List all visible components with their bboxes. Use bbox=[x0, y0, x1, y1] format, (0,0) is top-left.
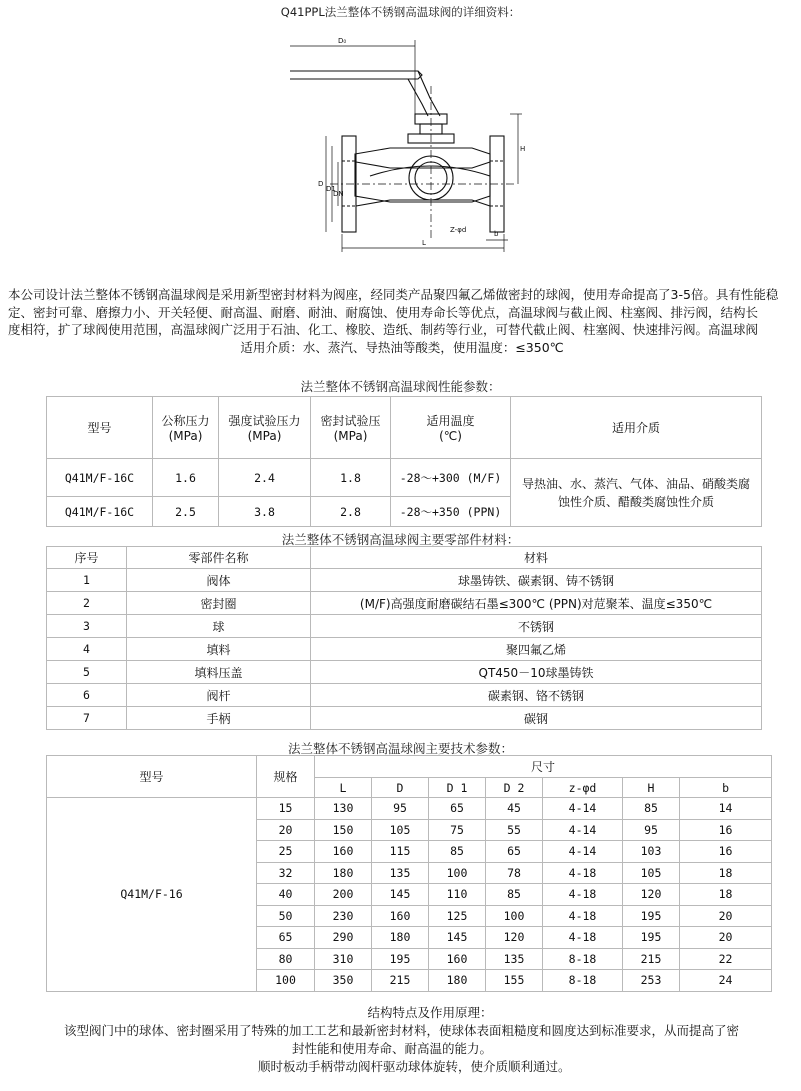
cell-dimension: 145 bbox=[429, 927, 486, 949]
cell-dimension: 135 bbox=[372, 862, 429, 884]
tech-params-table bbox=[46, 755, 772, 992]
cell-no: 1 bbox=[47, 569, 127, 592]
page-title: Q41PPL法兰整体不锈钢高温球阀的详细资料： bbox=[280, 5, 521, 19]
cell-dimension: 195 bbox=[623, 905, 680, 927]
cell-temp: -28～+300 (M/F) bbox=[391, 459, 511, 497]
cell-material: (M/F)高强度耐磨碳结石墨≤300℃ (PPN)对苊聚苯、温度≤350℃ bbox=[311, 592, 762, 615]
cell-dimension: 230 bbox=[315, 905, 372, 927]
performance-caption: 法兰整体不锈钢高温球阀性能参数： bbox=[300, 379, 501, 394]
cell-dimension: 55 bbox=[486, 819, 543, 841]
ball-valve-drawing bbox=[290, 26, 530, 266]
table-header-row bbox=[47, 756, 772, 778]
cell-dimension: 350 bbox=[315, 970, 372, 992]
cell-dimension: 4-14 bbox=[543, 841, 623, 863]
cell-dimension: 160 bbox=[372, 905, 429, 927]
dim-label-d1: D1 bbox=[326, 185, 336, 193]
cell-dimension: 4-18 bbox=[543, 927, 623, 949]
table-row bbox=[47, 707, 762, 730]
cell-dimension: 8-18 bbox=[543, 970, 623, 992]
table-row bbox=[47, 569, 762, 592]
cell-size: 65 bbox=[257, 927, 315, 949]
cell-dimension: 145 bbox=[372, 884, 429, 906]
cell-dimension: 215 bbox=[372, 970, 429, 992]
cell-no: 5 bbox=[47, 661, 127, 684]
table-row bbox=[47, 615, 762, 638]
performance-table bbox=[46, 396, 762, 527]
table-row bbox=[47, 459, 762, 497]
header-medium: 适用介质 bbox=[511, 397, 762, 459]
header-model: 型号 bbox=[47, 397, 153, 459]
cell-size: 80 bbox=[257, 948, 315, 970]
cell-dimension: 103 bbox=[623, 841, 680, 863]
table-row bbox=[47, 684, 762, 707]
table-header-row bbox=[47, 397, 762, 459]
cell-dimension: 180 bbox=[429, 970, 486, 992]
cell-dimension: 105 bbox=[623, 862, 680, 884]
cell-dimension: 4-18 bbox=[543, 862, 623, 884]
parts-table bbox=[46, 546, 762, 730]
cell-dimension: 22 bbox=[680, 948, 772, 970]
cell-material: 不锈钢 bbox=[311, 615, 762, 638]
dim-label-dn: DN bbox=[333, 190, 344, 198]
cell-no: 6 bbox=[47, 684, 127, 707]
parts-caption: 法兰整体不锈钢高温球阀主要零部件材料： bbox=[281, 532, 520, 547]
cell-dimension: 4-14 bbox=[543, 798, 623, 820]
structure-line: 该型阀门中的球体、密封圈采用了特殊的加工工艺和最新密封材料，使球体表面粗糙度和圆度达到标准要求，从而提高了密 bbox=[64, 1023, 740, 1038]
intro-line: 度相符，扩了球阀使用范围，高温球阀广泛用于石油、化工、橡胶、造纸、制药等行业，可替代截止阀、柱塞阀、快速排污阀。高温球阀 bbox=[8, 322, 759, 337]
cell-model: Q41M/F-16C bbox=[47, 459, 153, 497]
cell-dimension: 105 bbox=[372, 819, 429, 841]
header-model: 型号 bbox=[47, 756, 257, 798]
cell-dimension: 20 bbox=[680, 905, 772, 927]
header-strength: 强度试验压力 (MPa) bbox=[219, 397, 311, 459]
intro-line: 适用介质：水、蒸汽、导热油等酸类，使用温度：≤350℃ bbox=[240, 339, 564, 355]
table-row bbox=[47, 798, 772, 820]
cell-dimension: 18 bbox=[680, 884, 772, 906]
cell-dimension: 125 bbox=[429, 905, 486, 927]
cell-name: 手柄 bbox=[127, 707, 311, 730]
cell-material: QT450－10球墨铸铁 bbox=[311, 661, 762, 684]
dim-label-b: b bbox=[494, 230, 499, 238]
cell-dimension: 100 bbox=[486, 905, 543, 927]
header-seal: 密封试验压 (MPa) bbox=[311, 397, 391, 459]
cell-strength: 3.8 bbox=[219, 497, 311, 527]
cell-dimension: 110 bbox=[429, 884, 486, 906]
cell-no: 3 bbox=[47, 615, 127, 638]
cell-dimension: 180 bbox=[315, 862, 372, 884]
cell-seal: 1.8 bbox=[311, 459, 391, 497]
cell-strength: 2.4 bbox=[219, 459, 311, 497]
cell-size: 20 bbox=[257, 819, 315, 841]
cell-pressure: 2.5 bbox=[153, 497, 219, 527]
cell-dimension: 100 bbox=[429, 862, 486, 884]
cell-material: 碳素钢、铬不锈钢 bbox=[311, 684, 762, 707]
intro-paragraph bbox=[8, 286, 796, 356]
tech-caption: 法兰整体不锈钢高温球阀主要技术参数： bbox=[287, 741, 513, 756]
cell-material: 聚四氟乙烯 bbox=[311, 638, 762, 661]
cell-dimension: 135 bbox=[486, 948, 543, 970]
header-temp: 适用温度 (℃) bbox=[391, 397, 511, 459]
cell-dimension: 75 bbox=[429, 819, 486, 841]
cell-dimension: 24 bbox=[680, 970, 772, 992]
table-row bbox=[47, 638, 762, 661]
cell-dimension: 78 bbox=[486, 862, 543, 884]
structure-line: 顺时板动手柄带动阀杆驱动球体旋转，使介质顺利通过。 bbox=[258, 1059, 571, 1074]
cell-dimension: 195 bbox=[623, 927, 680, 949]
cell-dimension: 20 bbox=[680, 927, 772, 949]
cell-dimension: 215 bbox=[623, 948, 680, 970]
intro-line: 本公司设计法兰整体不锈钢高温球阀是采用新型密封材料为阀座，经同类产品聚四氟乙烯做密封的球阀，使用寿命提高了3-5倍。具有性能稳 bbox=[8, 287, 779, 302]
cell-model: Q41M/F-16C bbox=[47, 497, 153, 527]
intro-line: 定、密封可靠、磨擦力小、开关轻便、耐高温、耐磨、耐油、耐腐蚀、使用寿命长等优点，高温球阀与截止阀、柱塞阀、排污阀，结构长 bbox=[8, 304, 759, 320]
cell-dimension: 253 bbox=[623, 970, 680, 992]
cell-dimension: 160 bbox=[315, 841, 372, 863]
header-d: D bbox=[372, 778, 429, 798]
dim-label-d: D bbox=[318, 180, 324, 188]
header-name: 零部件名称 bbox=[127, 547, 311, 569]
cell-dimension: 65 bbox=[429, 798, 486, 820]
cell-dimension: 290 bbox=[315, 927, 372, 949]
cell-dimension: 310 bbox=[315, 948, 372, 970]
cell-dimension: 155 bbox=[486, 970, 543, 992]
dim-label-zd: Z-φd bbox=[450, 226, 467, 234]
cell-no: 7 bbox=[47, 707, 127, 730]
cell-no: 2 bbox=[47, 592, 127, 615]
cell-dimension: 150 bbox=[315, 819, 372, 841]
cell-dimension: 120 bbox=[623, 884, 680, 906]
cell-size: 50 bbox=[257, 905, 315, 927]
table-header-row bbox=[47, 547, 762, 569]
header-size: 规格 bbox=[257, 756, 315, 798]
cell-medium: 导热油、水、蒸汽、气体、油品、硝酸类腐 蚀性介质、醋酸类腐蚀性介质 bbox=[511, 459, 762, 527]
structure-section bbox=[60, 1004, 800, 1076]
cell-dimension: 180 bbox=[372, 927, 429, 949]
cell-name: 密封圈 bbox=[127, 592, 311, 615]
cell-material: 碳钢 bbox=[311, 707, 762, 730]
cell-name: 球 bbox=[127, 615, 311, 638]
cell-dimension: 16 bbox=[680, 841, 772, 863]
cell-dimension: 130 bbox=[315, 798, 372, 820]
cell-dimension: 4-18 bbox=[543, 905, 623, 927]
cell-dimension: 65 bbox=[486, 841, 543, 863]
table-row bbox=[47, 592, 762, 615]
cell-name: 填料 bbox=[127, 638, 311, 661]
header-l: L bbox=[315, 778, 372, 798]
cell-no: 4 bbox=[47, 638, 127, 661]
cell-dimension: 95 bbox=[372, 798, 429, 820]
dim-label-d0: D₀ bbox=[338, 37, 347, 45]
cell-dimension: 18 bbox=[680, 862, 772, 884]
cell-dimension: 95 bbox=[623, 819, 680, 841]
header-zd: z-φd bbox=[543, 778, 623, 798]
cell-dimension: 115 bbox=[372, 841, 429, 863]
cell-name: 阀体 bbox=[127, 569, 311, 592]
header-d1: D 1 bbox=[429, 778, 486, 798]
cell-dimension: 160 bbox=[429, 948, 486, 970]
header-h: H bbox=[623, 778, 680, 798]
header-dimensions: 尺寸 bbox=[315, 756, 772, 778]
header-pressure: 公称压力 (MPa) bbox=[153, 397, 219, 459]
cell-temp: -28～+350 (PPN) bbox=[391, 497, 511, 527]
cell-dimension: 200 bbox=[315, 884, 372, 906]
cell-material: 球墨铸铁、碳素钢、铸不锈钢 bbox=[311, 569, 762, 592]
cell-dimension: 85 bbox=[623, 798, 680, 820]
cell-dimension: 120 bbox=[486, 927, 543, 949]
header-no: 序号 bbox=[47, 547, 127, 569]
cell-size: 15 bbox=[257, 798, 315, 820]
cell-size: 40 bbox=[257, 884, 315, 906]
cell-model: Q41M/F-16 bbox=[47, 798, 257, 992]
header-d2: D 2 bbox=[486, 778, 543, 798]
cell-dimension: 8-18 bbox=[543, 948, 623, 970]
cell-dimension: 4-14 bbox=[543, 819, 623, 841]
cell-dimension: 85 bbox=[429, 841, 486, 863]
cell-dimension: 14 bbox=[680, 798, 772, 820]
cell-name: 阀杆 bbox=[127, 684, 311, 707]
cell-size: 100 bbox=[257, 970, 315, 992]
cell-dimension: 4-18 bbox=[543, 884, 623, 906]
cell-seal: 2.8 bbox=[311, 497, 391, 527]
cell-pressure: 1.6 bbox=[153, 459, 219, 497]
header-material: 材料 bbox=[311, 547, 762, 569]
dim-label-h: H bbox=[520, 145, 526, 153]
cell-dimension: 16 bbox=[680, 819, 772, 841]
header-b: b bbox=[680, 778, 772, 798]
cell-size: 32 bbox=[257, 862, 315, 884]
cell-name: 填料压盖 bbox=[127, 661, 311, 684]
dim-label-l: L bbox=[422, 239, 426, 247]
cell-dimension: 85 bbox=[486, 884, 543, 906]
cell-dimension: 195 bbox=[372, 948, 429, 970]
table-row bbox=[47, 661, 762, 684]
structure-heading: 结构特点及作用原理： bbox=[367, 1005, 493, 1020]
cell-dimension: 45 bbox=[486, 798, 543, 820]
structure-line: 封性能和使用寿命、耐高温的能力。 bbox=[292, 1041, 493, 1056]
cell-size: 25 bbox=[257, 841, 315, 863]
